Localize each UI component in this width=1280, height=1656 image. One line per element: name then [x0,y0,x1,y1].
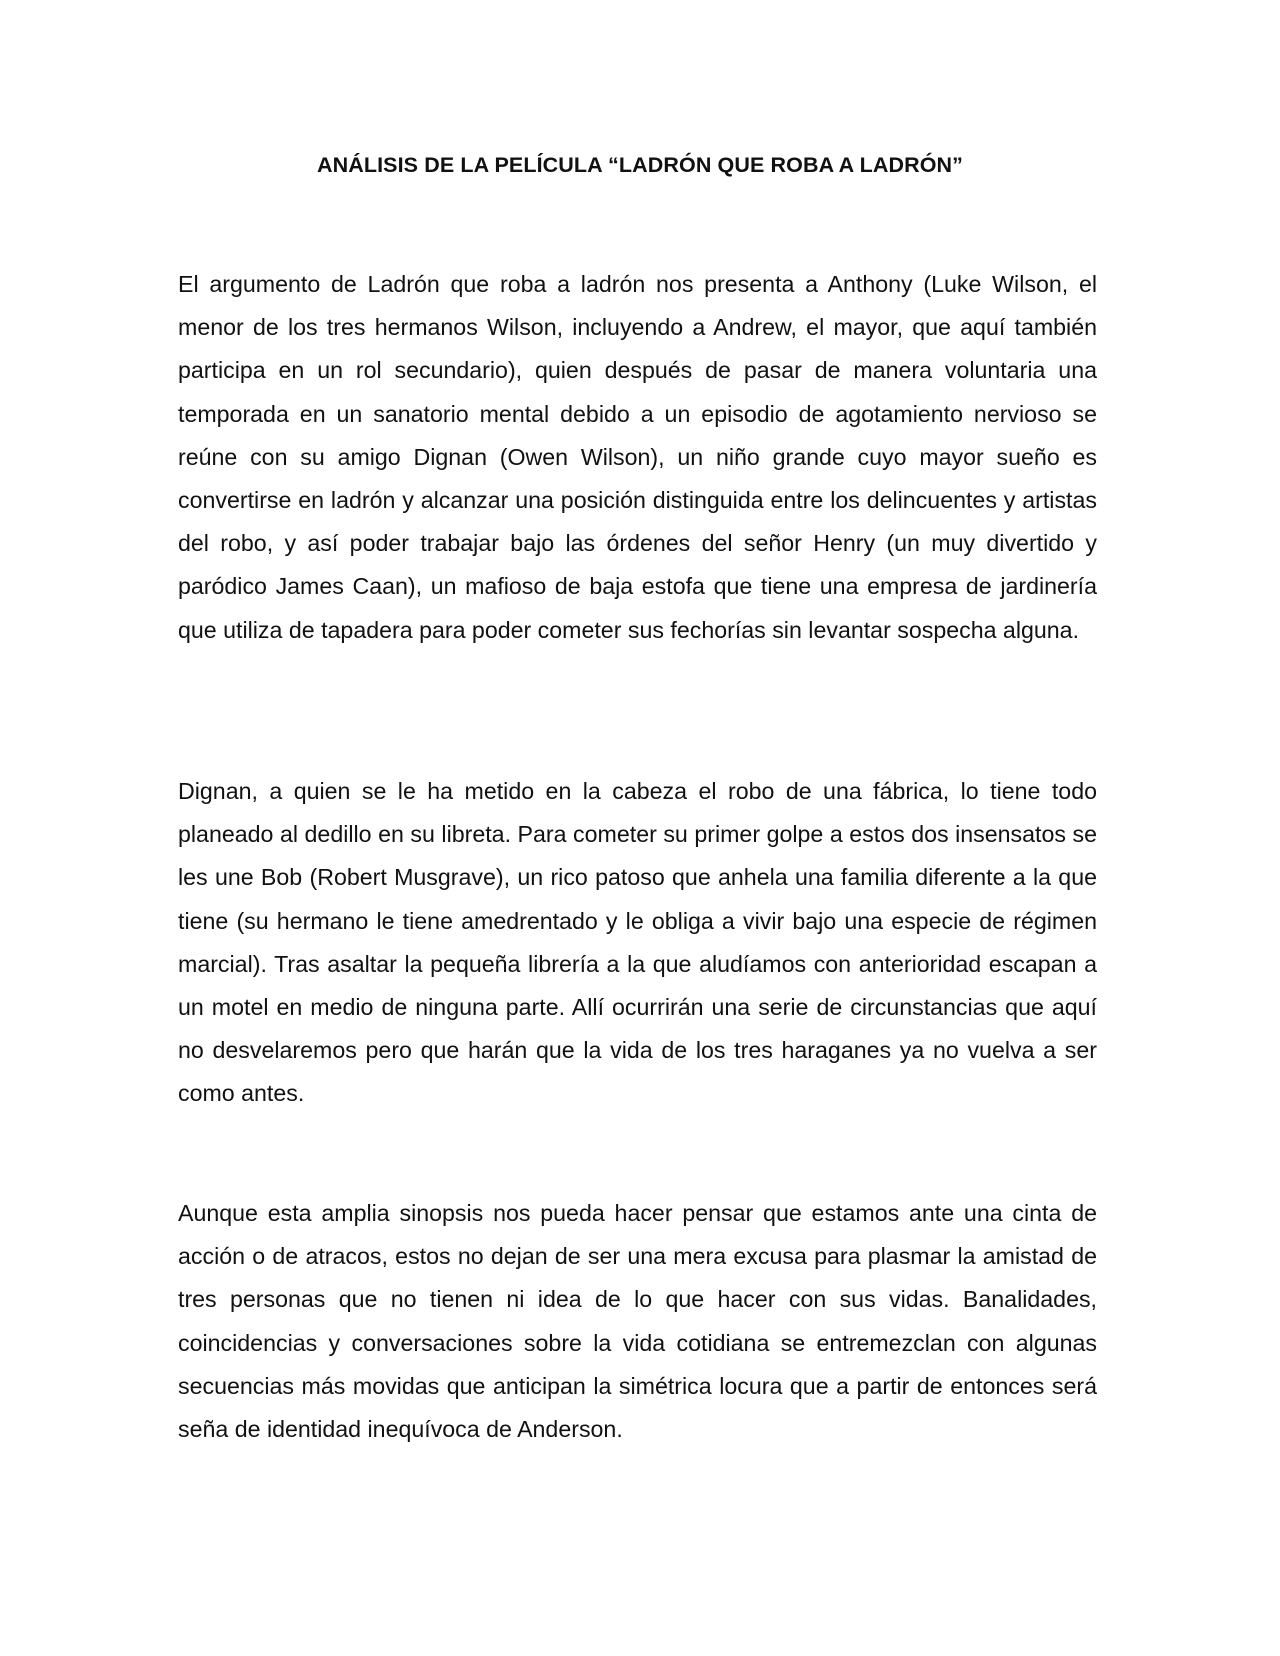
document-title: ANÁLISIS DE LA PELÍCULA “LADRÓN QUE ROBA A LADRÓN” [316,153,963,177]
paragraph-1: El argumento de Ladrón que roba a ladrón nos presenta a Anthony (Luke Wilson, el menor de los tres hermanos Wilson, incluyendo a Andrew, el mayor, que aquí también participa en un rol secundario), quien después de pasar de manera voluntaria una temporada en un sanatorio mental debido a un episodio de agotamiento nervioso se reúne con su amigo Dignan (Owen Wilson), un niño grande cuyo mayor sueño es convertirse en ladrón y alcanzar una posición distinguida entre los delincuentes y artistas del robo, y así poder trabajar bajo las órdenes del señor Henry (un muy divertido y paródico James Caan), un mafioso de baja estofa que tiene una empresa de jardinería que utiliza de tapadera para poder cometer sus fechorías sin levantar sospecha alguna. [178,271,1097,643]
paragraph-3: Aunque esta amplia sinopsis nos pueda hacer pensar que estamos ante una cinta de acción o de atracos, estos no dejan de ser una mera excusa para plasmar la amistad de tres personas que no tienen ni idea de lo que hacer con sus vidas. Banalidades, coincidencias y conversaciones sobre la vida cotidiana se entremezclan con algunas secuencias más movidas que anticipan la simétrica locura que a partir de entonces será seña de identidad inequívoca de Anderson. [178,1200,1097,1443]
paragraph-2: Dignan, a quien se le ha metido en la cabeza el robo de una fábrica, lo tiene todo planeado al dedillo en su libreta. Para cometer su primer golpe a estos dos insensatos se les une Bob (Robert Musgrave), un rico patoso que anhela una familia diferente a la que tiene (su hermano le tiene amedrentado y le obliga a vivir bajo una especie de régimen marcial). Tras asaltar la pequeña librería a la que aludíamos con anterioridad escapan a un motel en medio de ninguna parte. Allí ocurrirán una serie de circunstancias que aquí no desvelaremos pero que harán que la vida de los tres haraganes ya no vuelva a ser como antes. [178,778,1097,1107]
